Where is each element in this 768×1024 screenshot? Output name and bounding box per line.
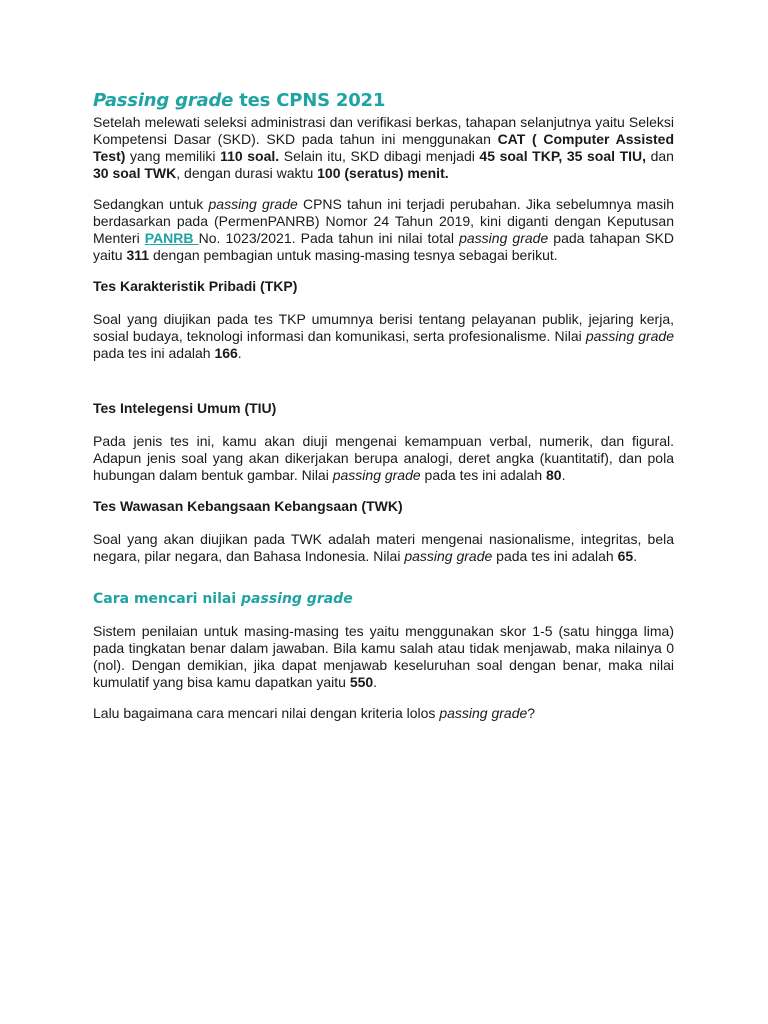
text-run: CPNS tahun ini terjadi perubahan. Jika sebelumnya masih berdasarkan pada (PermenPANRB) Nomor 24 Tahun 2019, kini diganti dengan Keputusan Menteri	[93, 196, 674, 246]
tiu-value: 80	[546, 467, 562, 483]
text-run: .	[633, 548, 638, 564]
twk-paragraph	[93, 531, 674, 565]
italic-run: passing grade	[585, 328, 674, 344]
cara-heading-italic: passing grade	[241, 591, 353, 607]
tkp-heading: Tes Karakteristik Pribadi (TKP)	[93, 278, 298, 294]
tkp-value: 166	[214, 345, 238, 361]
bold-run: 45 soal TKP, 35 soal TIU,	[479, 148, 647, 164]
text-run: pada tes ini adalah	[420, 467, 546, 483]
text-run: pada tes ini adalah	[492, 548, 618, 564]
text-run: dan	[646, 148, 674, 164]
article-body	[93, 90, 674, 722]
italic-run: passing grade	[459, 230, 549, 246]
italic-run: passing grade	[208, 196, 298, 212]
text-run: pada tahapan SKD yaitu	[93, 230, 674, 263]
scoring-paragraph	[93, 623, 674, 691]
text-run: Lalu bagaimana cara mencari nilai dengan kriteria lolos	[93, 705, 440, 721]
text-run: Sedangkan untuk	[93, 196, 209, 212]
text-run: Setelah melewati seleksi administrasi dan verifikasi berkas, tahapan selanjutnya yaitu Seleksi Kompetensi Dasar (SKD). SKD pada tahun ini menggunakan	[93, 114, 674, 147]
intro-paragraph	[93, 114, 674, 182]
text-run: No. 1023/2021. Pada tahun ini nilai total	[198, 230, 460, 246]
text-run: .	[237, 345, 242, 361]
text-run: Pada jenis tes ini, kamu akan diuji mengenai kemampuan verbal, numerik, dan figural. Adapun jenis soal yang akan dikerjakan berupa analogi, deret angka (kuantitatif), dan pola hubungan dalam bentuk gambar. Nilai	[93, 433, 674, 483]
title-rest: tes CPNS 2021	[233, 90, 386, 111]
panrb-link[interactable]: PANRB	[144, 230, 199, 246]
italic-run: passing grade	[404, 548, 493, 564]
text-run: Sistem penilaian untuk masing-masing tes yaitu menggunakan skor 1-5 (satu hingga lima) pada tingkatan benar dalam jawaban. Bila kamu salah atau tidak menjawab, maka nilainya 0 (nol). Dengan demikian, jika dapat menjawab keseluruhan soal dengan benar, maka nilai kumulatif yang bisa kamu dapatkan yaitu	[93, 623, 674, 690]
text-run: pada tes ini adalah	[93, 345, 215, 361]
cara-heading-text: Cara mencari nilai	[93, 591, 242, 607]
passing-grade-paragraph	[93, 196, 674, 264]
twk-value: 65	[617, 548, 634, 564]
bold-run: CAT ( Computer Assisted Test)	[93, 131, 674, 164]
bold-run: 311	[126, 247, 150, 263]
twk-heading: Tes Wawasan Kebangsaan Kebangsaan (TWK)	[93, 498, 403, 514]
cara-heading	[93, 591, 674, 607]
bold-run: 30 soal TWK	[93, 165, 177, 181]
text-run: Selain itu, SKD dibagi menjadi	[279, 148, 480, 164]
italic-run: passing grade	[332, 467, 421, 483]
tiu-paragraph	[93, 433, 674, 484]
text-run: .	[373, 674, 378, 690]
text-run: ?	[527, 705, 536, 721]
title-italic: Passing grade	[93, 90, 234, 111]
text-run: .	[561, 467, 566, 483]
tiu-heading: Tes Intelegensi Umum (TIU)	[93, 400, 277, 416]
text-run: yang memiliki	[125, 148, 221, 164]
max-score-value: 550	[349, 674, 374, 690]
bold-run: 100 (seratus) menit.	[317, 165, 449, 181]
article-title	[93, 90, 674, 111]
text-run: dengan pembagian untuk masing-masing tesnya sebagai berikut.	[149, 247, 558, 263]
tkp-paragraph	[93, 311, 674, 362]
text-run: Soal yang akan diujikan pada TWK adalah materi mengenai nasionalisme, integritas, bela negara, pilar negara, dan Bahasa Indonesia. Nilai	[93, 531, 674, 564]
bold-run: 110 soal.	[220, 148, 280, 164]
text-run: Soal yang diujikan pada tes TKP umumnya berisi tentang pelayanan publik, jejaring kerja, sosial budaya, teknologi informasi dan komunikasi, serta profesionalisme. Nilai	[93, 311, 674, 344]
text-run: , dengan durasi waktu	[176, 165, 318, 181]
italic-run: passing grade	[439, 705, 528, 721]
closing-question	[93, 705, 674, 722]
